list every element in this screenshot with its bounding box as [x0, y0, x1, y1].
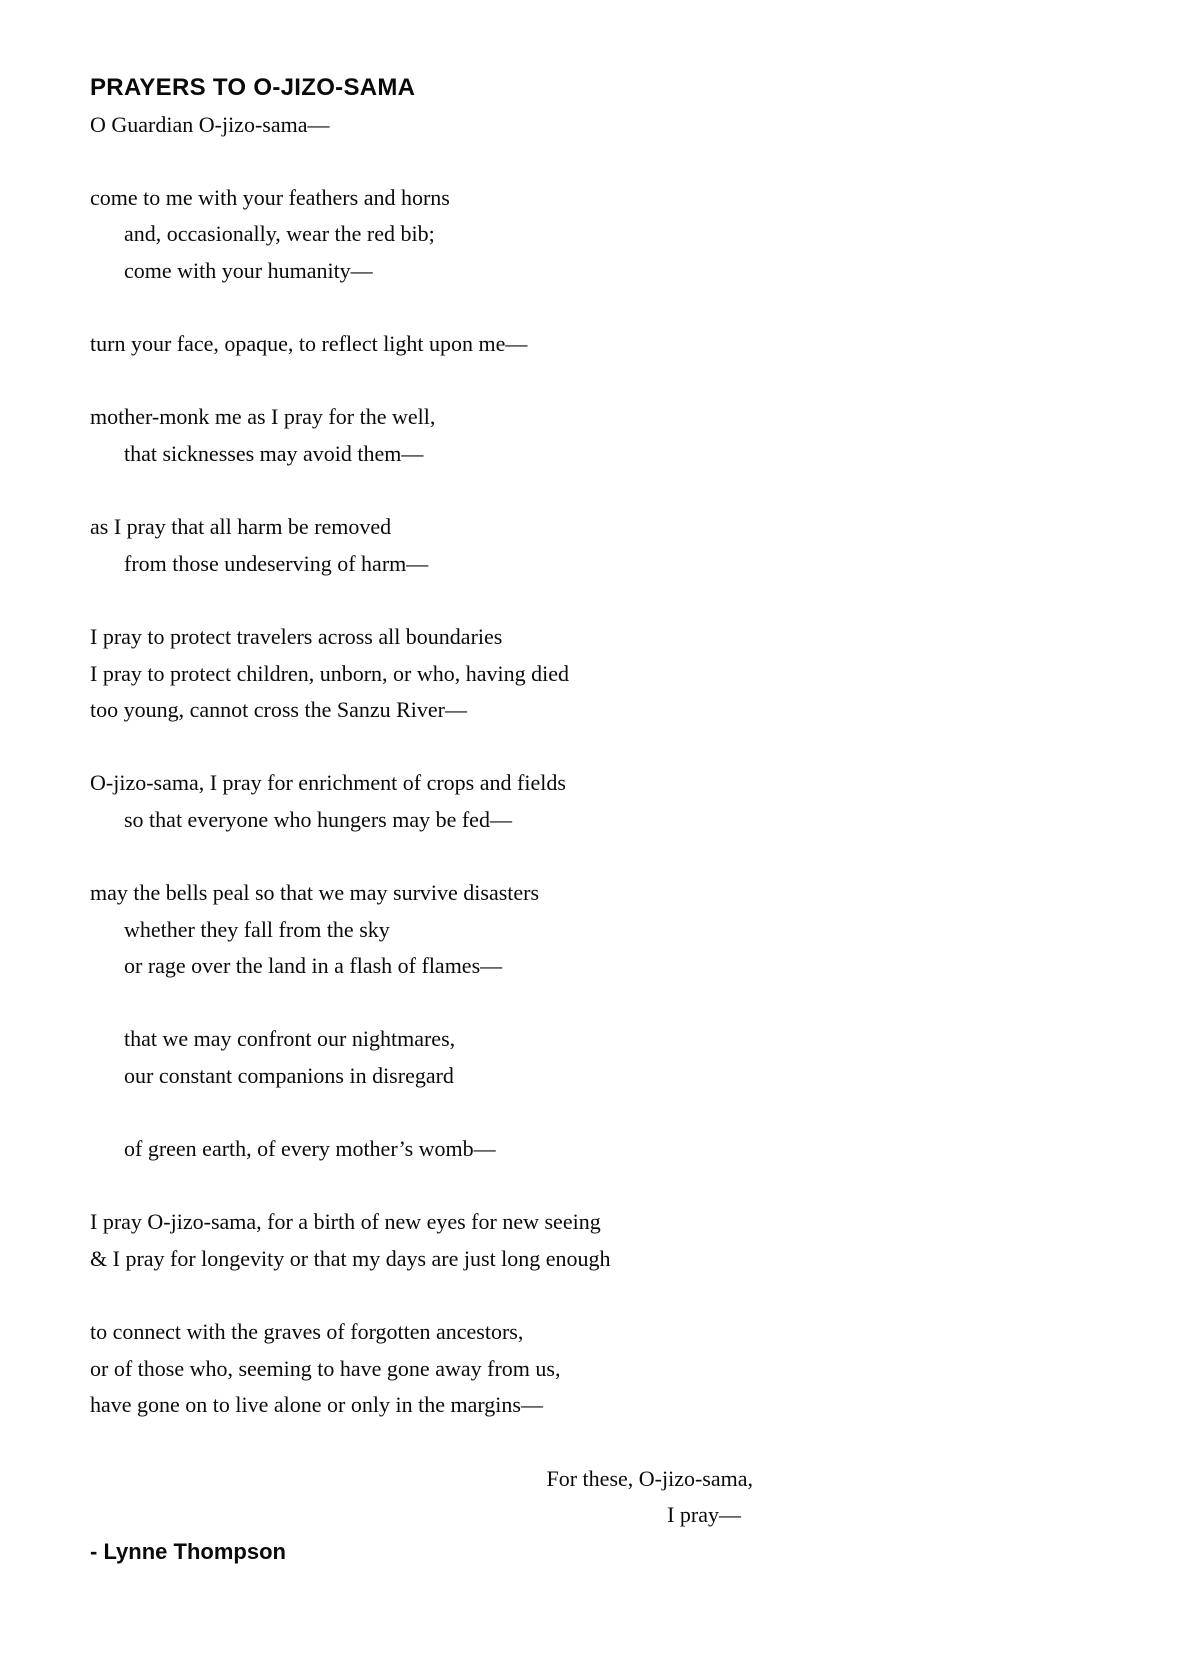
stanza: [90, 1314, 753, 1424]
poem-line: mother-monk me as I pray for the well,: [90, 404, 436, 430]
poem-line: come to me with your feathers and horns: [90, 184, 450, 210]
poem-line: whether they fall from the sky: [124, 916, 390, 942]
stanza: [90, 619, 753, 729]
poem-line: as I pray that all harm be removed: [90, 514, 392, 540]
poem-line: O Guardian O-jizo-sama—: [90, 111, 330, 137]
stanza: [90, 1204, 753, 1277]
poem-line: & I pray for longevity or that my days are just long enough: [90, 1246, 611, 1271]
stanza: [90, 326, 753, 363]
stanza: [90, 509, 753, 582]
poem-line: of green earth, of every mother’s womb—: [124, 1136, 496, 1162]
stanza: [90, 399, 753, 472]
poem-line: turn your face, opaque, to reflect light upon me—: [90, 331, 528, 357]
poem-line: to connect with the graves of forgotten ancestors,: [90, 1319, 524, 1345]
poem-line: I pray to protect children, unborn, or who, having died: [90, 660, 569, 686]
poem-line: our constant companions in disregard: [124, 1063, 454, 1089]
stanza: [90, 180, 753, 290]
poem-line: from those undeserving of harm—: [124, 550, 429, 576]
poem-line: or rage over the land in a flash of flames—: [124, 953, 503, 979]
poem-body: [90, 107, 753, 1534]
poem-line: I pray O-jizo-sama, for a birth of new eyes for new seeing: [90, 1209, 601, 1235]
poem-line: I pray—: [667, 1502, 741, 1528]
stanza: [90, 765, 753, 838]
poem-line: so that everyone who hungers may be fed—: [124, 806, 512, 832]
poem-line: and, occasionally, wear the red bib;: [124, 221, 435, 247]
stanza: [90, 107, 753, 144]
poem-line: O-jizo-sama, I pray for enrichment of crops and fields: [90, 770, 566, 796]
poem-line: have gone on to live alone or only in the margins—: [90, 1392, 543, 1418]
stanza: [90, 1021, 753, 1094]
poem-title: PRAYERS TO O-JIZO-SAMA: [90, 74, 416, 101]
poem-line: or of those who, seeming to have gone away from us,: [90, 1355, 561, 1381]
poem-line: come with your humanity—: [124, 257, 373, 283]
poem-line: that sicknesses may avoid them—: [124, 440, 424, 466]
poem-line: too young, cannot cross the Sanzu River—: [90, 697, 467, 723]
poem-line: I pray to protect travelers across all boundaries: [90, 623, 503, 649]
stanza: [90, 875, 753, 985]
stanza: [90, 1131, 753, 1168]
author-signature: - Lynne Thompson: [90, 1538, 286, 1564]
stanza: [90, 1461, 753, 1534]
poem-line: that we may confront our nightmares,: [124, 1026, 456, 1052]
poem-line: For these, O-jizo-sama,: [546, 1465, 753, 1491]
poem-line: may the bells peal so that we may survive disasters: [90, 880, 540, 906]
